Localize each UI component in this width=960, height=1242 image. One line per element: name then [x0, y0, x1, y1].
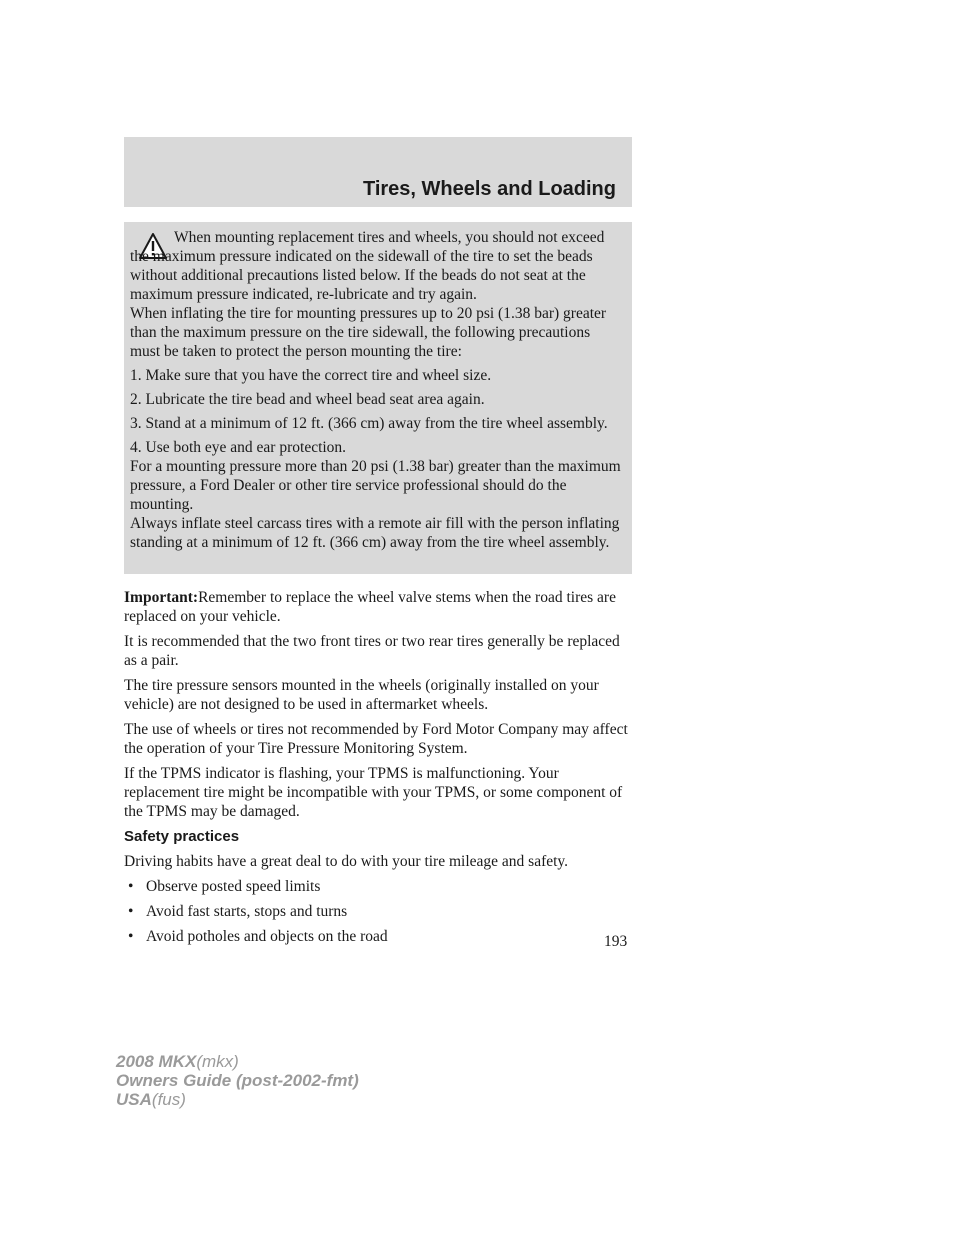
- body-paragraph: The tire pressure sensors mounted in the wheels (originally installed on your vehicle) are not designed to be used in aftermarket wheels.: [124, 677, 599, 713]
- list-item-text: Avoid potholes and objects on the road: [146, 928, 388, 945]
- footer-line: [116, 1052, 359, 1071]
- warning-paragraph: For a mounting pressure more than 20 psi (1.38 bar) greater than the maximum pressure, a Ford Dealer or other tire service professional should do the mounting.: [130, 458, 621, 513]
- warning-step: 1. Make sure that you have the correct tire and wheel size.: [130, 367, 492, 384]
- important-label: Important:: [124, 589, 199, 606]
- list-item: [124, 902, 634, 921]
- bullet-icon: •: [128, 878, 134, 895]
- bullet-icon: •: [128, 903, 134, 920]
- section-heading: Safety practices: [124, 828, 240, 845]
- warning-box: [124, 222, 632, 574]
- page-number: 193: [604, 933, 628, 950]
- body-paragraph: The use of wheels or tires not recommended by Ford Motor Company may affect the operation of your Tire Pressure Monitoring System.: [124, 721, 628, 757]
- body-text: [124, 588, 634, 952]
- list-item: [124, 927, 634, 946]
- warning-text: [130, 228, 624, 552]
- body-paragraph: If the TPMS indicator is flashing, your TPMS is malfunctioning. Your replacement tire might be incompatible with your TPMS, or some component of the TPMS may be damaged.: [124, 765, 623, 820]
- footer: [116, 1052, 359, 1109]
- warning-step: 4. Use both eye and ear protection.: [130, 439, 347, 456]
- footer-model: 2008 MKX: [116, 1052, 197, 1071]
- bullet-icon: •: [128, 928, 134, 945]
- footer-model-code: (mkx): [196, 1052, 239, 1071]
- section-intro: Driving habits have a great deal to do with your tire mileage and safety.: [124, 853, 569, 870]
- warning-step: 2. Lubricate the tire bead and wheel bead seat area again.: [130, 391, 485, 408]
- footer-market: USA: [116, 1090, 152, 1109]
- warning-paragraph: When inflating the tire for mounting pressures up to 20 psi (1.38 bar) greater than the maximum pressure on the tire sidewall, the following precautions must be taken to protect the person mounting the tire:: [130, 305, 607, 360]
- warning-paragraph: When mounting replacement tires and wheels, you should not exceed the maximum pressure indicated on the sidewall of the tire to set the beads without additional precautions listed below. If the beads do not seat at the maximum pressure indicated, re-lubricate and try again.: [130, 229, 605, 303]
- footer-market-code: (fus): [151, 1090, 186, 1109]
- header-band: [124, 137, 632, 207]
- important-note: [124, 588, 634, 626]
- body-paragraph: It is recommended that the two front tires or two rear tires generally be replaced as a pair.: [124, 633, 620, 669]
- important-text: Remember to replace the wheel valve stems when the road tires are replaced on your vehicle.: [124, 589, 616, 625]
- footer-line: [116, 1090, 359, 1109]
- list-item: [124, 877, 634, 896]
- warning-paragraph: Always inflate steel carcass tires with a remote air fill with the person inflating standing at a minimum of 12 ft. (366 cm) away from the tire wheel assembly.: [130, 515, 620, 551]
- list-item-text: Avoid fast starts, stops and turns: [146, 903, 348, 920]
- footer-line: Owners Guide (post-2002-fmt): [116, 1071, 359, 1090]
- page-title: Tires, Wheels and Loading: [362, 178, 616, 200]
- warning-step: 3. Stand at a minimum of 12 ft. (366 cm) away from the tire wheel assembly.: [130, 415, 608, 432]
- list-item-text: Observe posted speed limits: [146, 878, 321, 895]
